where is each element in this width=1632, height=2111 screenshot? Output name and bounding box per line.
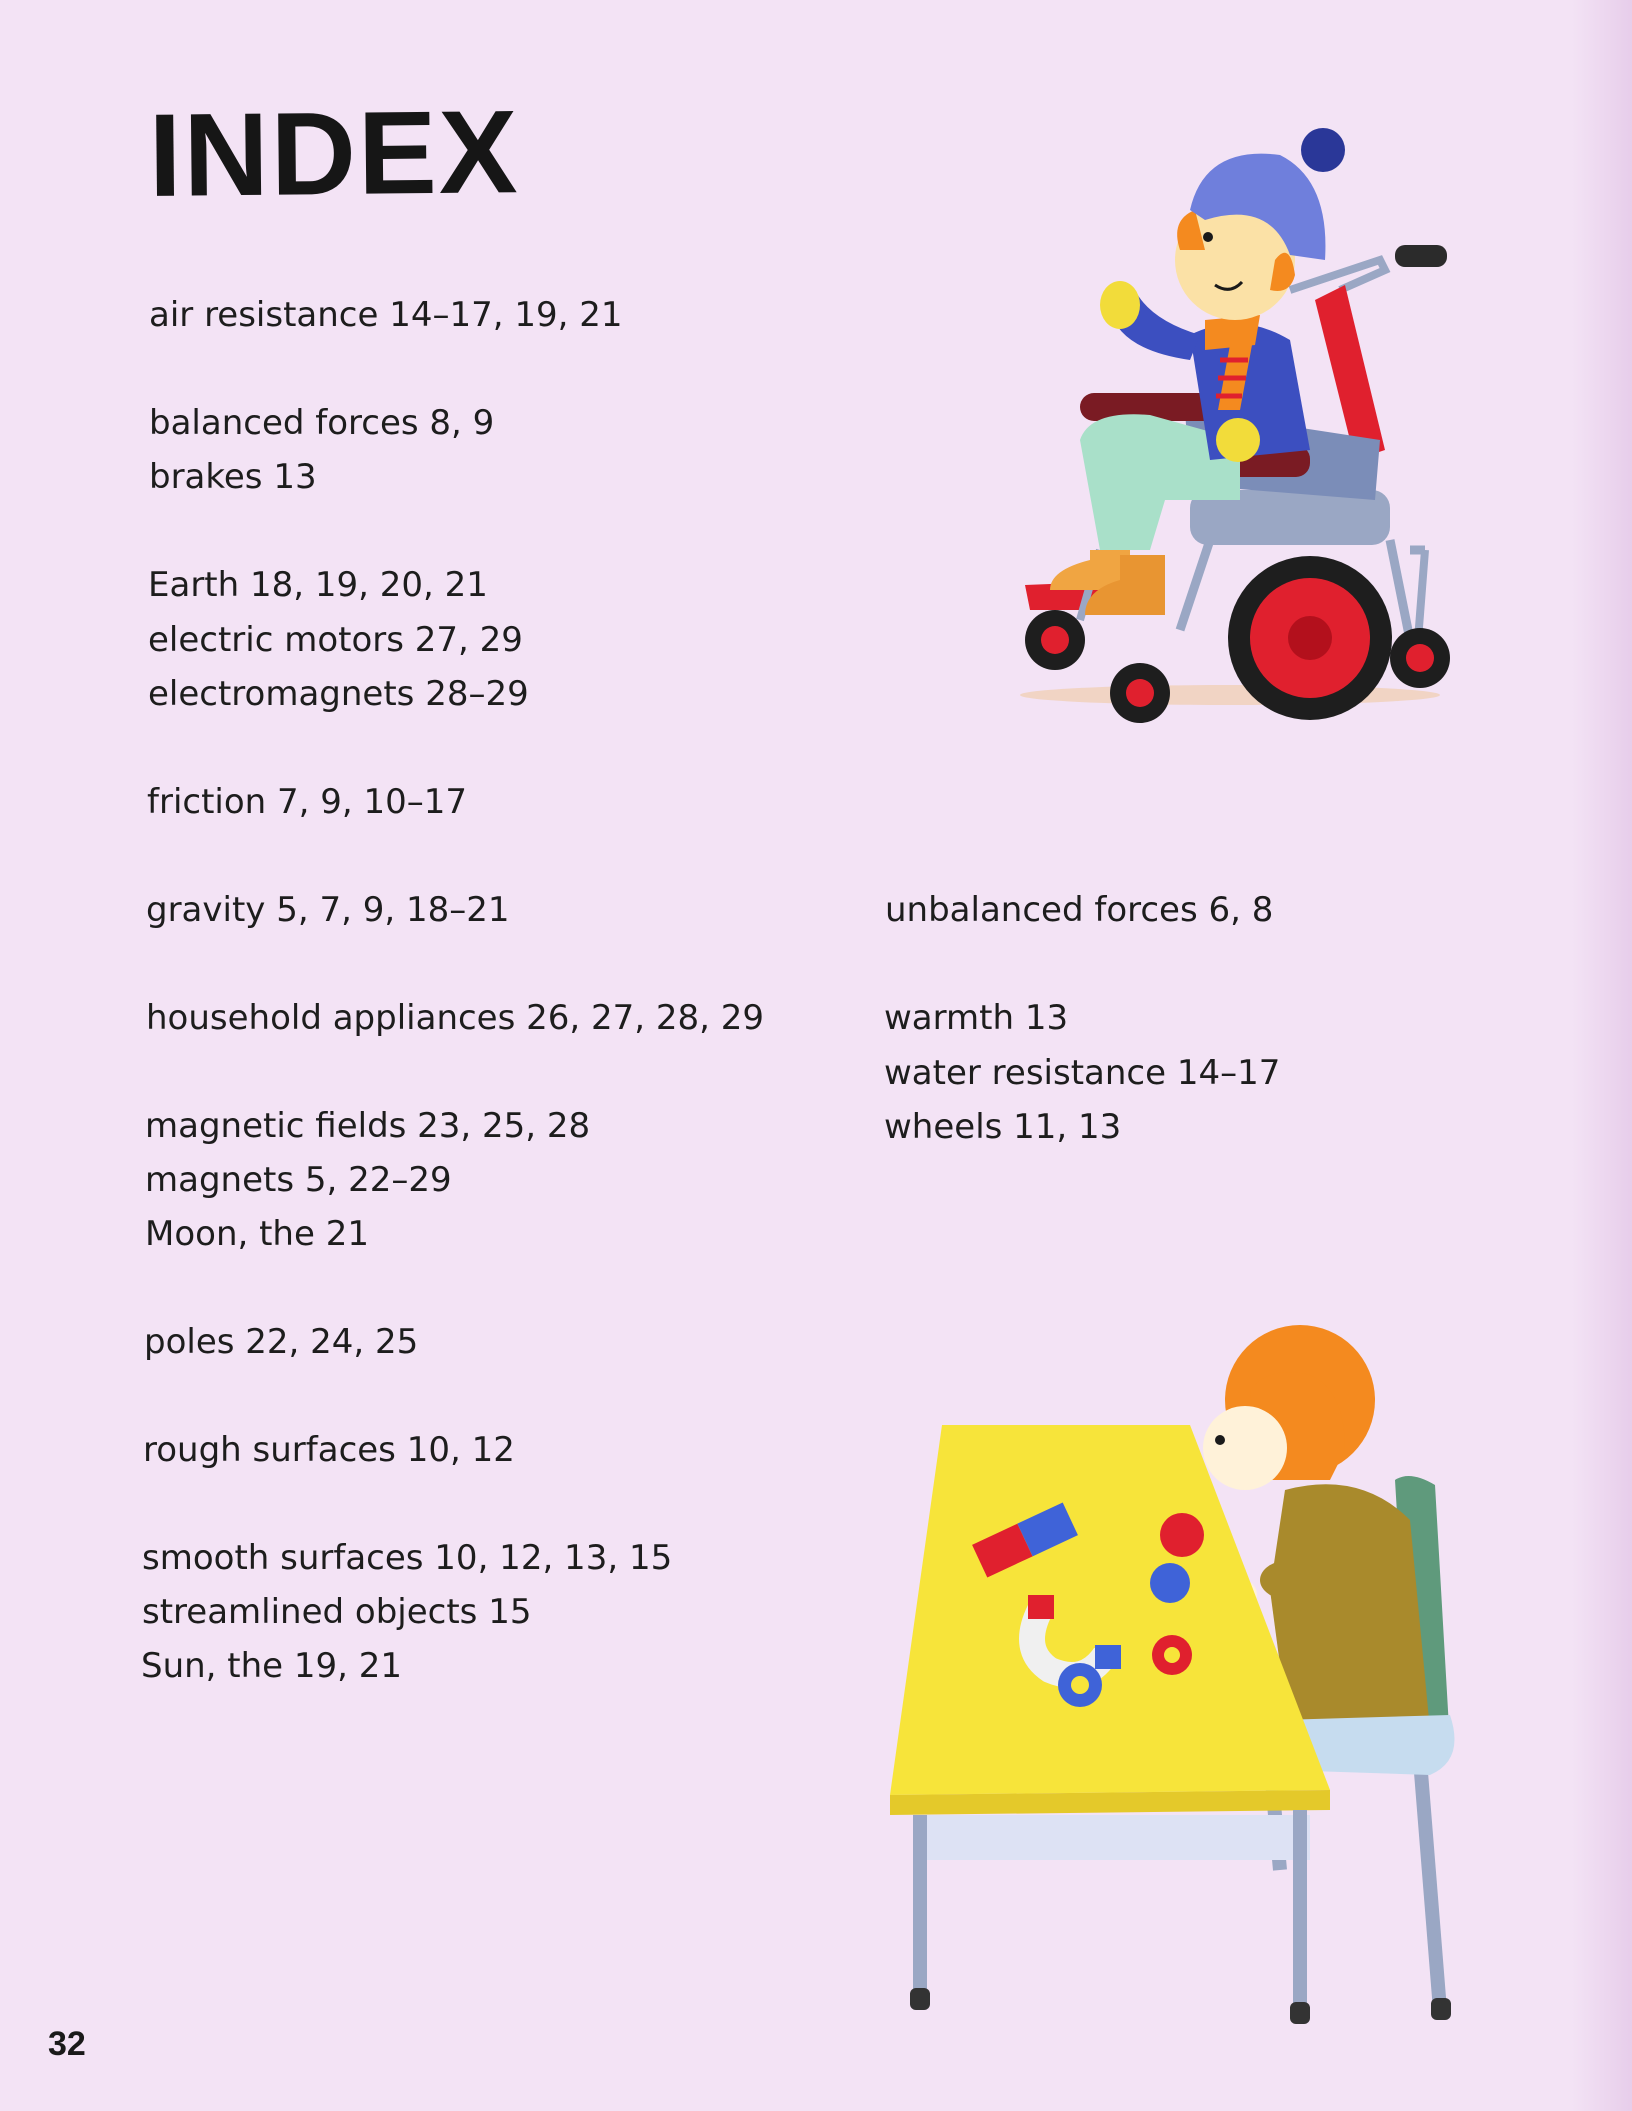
index-entry: gravity 5, 7, 9, 18–21 bbox=[146, 890, 510, 930]
index-entry: electromagnets 28–29 bbox=[148, 674, 529, 714]
index-entry: electric motors 27, 29 bbox=[148, 620, 523, 660]
page-edge-shade bbox=[1572, 0, 1632, 2111]
index-entry: streamlined objects 15 bbox=[142, 1592, 532, 1632]
index-entry: wheels 11, 13 bbox=[884, 1107, 1122, 1147]
index-entry: water resistance 14–17 bbox=[884, 1053, 1281, 1093]
index-entry: Moon, the 21 bbox=[145, 1214, 369, 1254]
index-entry: household appliances 26, 27, 28, 29 bbox=[146, 998, 765, 1038]
index-entry: balanced forces 8, 9 bbox=[149, 403, 495, 443]
index-entry: magnets 5, 22–29 bbox=[145, 1160, 452, 1200]
index-entry: warmth 13 bbox=[884, 998, 1069, 1038]
index-entry: Sun, the 19, 21 bbox=[141, 1646, 403, 1686]
index-entry: Earth 18, 19, 20, 21 bbox=[148, 565, 488, 605]
index-entry: unbalanced forces 6, 8 bbox=[885, 890, 1274, 930]
wheelchair-child-illustration bbox=[990, 110, 1470, 750]
index-entry: rough surfaces 10, 12 bbox=[143, 1430, 515, 1470]
index-entry: brakes 13 bbox=[149, 457, 317, 497]
page-number: 32 bbox=[48, 2025, 86, 2063]
page-title: INDEX bbox=[148, 86, 521, 222]
index-entry: magnetic fields 23, 25, 28 bbox=[145, 1106, 591, 1146]
index-entry: smooth surfaces 10, 12, 13, 15 bbox=[142, 1538, 673, 1578]
index-entry: friction 7, 9, 10–17 bbox=[147, 782, 468, 822]
index-entry: air resistance 14–17, 19, 21 bbox=[149, 295, 623, 335]
table-magnets-illustration bbox=[890, 1290, 1510, 2030]
index-entry: poles 22, 24, 25 bbox=[144, 1322, 419, 1362]
